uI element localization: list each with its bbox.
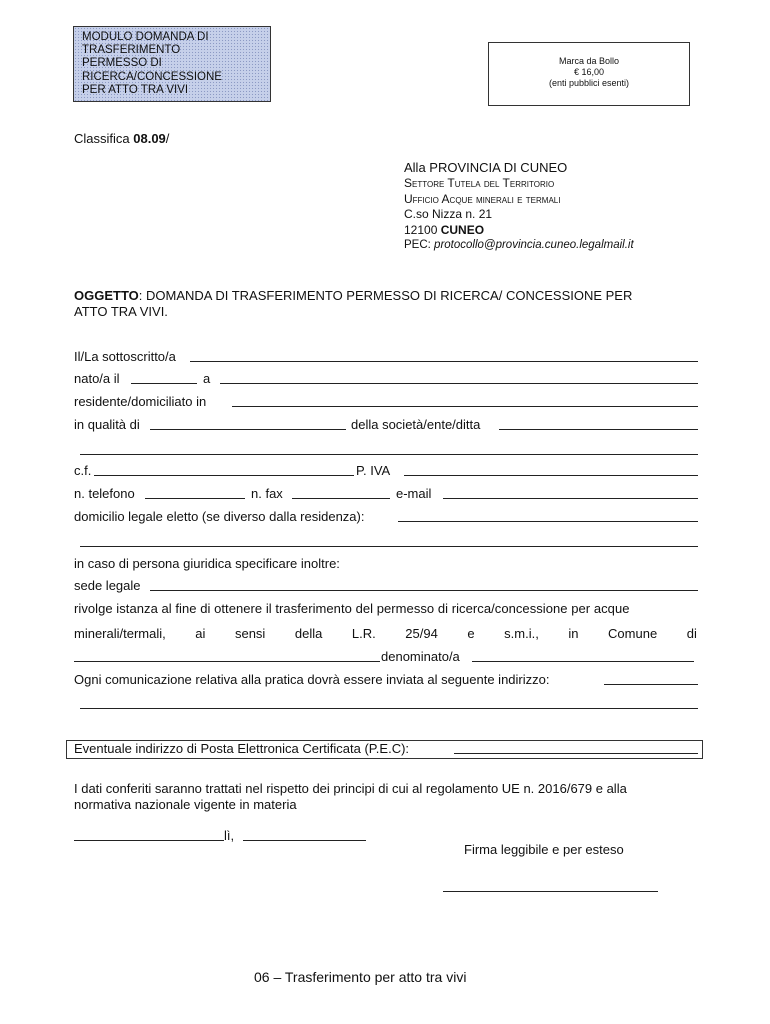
justify-word: in — [568, 626, 579, 641]
birth-place-field[interactable] — [220, 383, 698, 384]
recipient-cap: 12100 — [404, 222, 441, 237]
stamp-exemption: (enti pubblici esenti) — [548, 78, 630, 88]
justify-word: di — [686, 626, 697, 641]
form-title-line: TRASFERIMENTO — [82, 44, 181, 57]
justify-word: 25/94 — [405, 626, 438, 641]
persona-giuridica-label: in caso di persona giuridica specificare inoltre: — [74, 556, 340, 571]
subject-line-1 — [74, 288, 632, 304]
justify-word: e — [467, 626, 475, 641]
birth-place-label: a — [203, 371, 211, 386]
address-field-continued[interactable] — [80, 708, 698, 709]
qualita-label: in qualità di — [74, 417, 140, 432]
place-field[interactable] — [74, 840, 224, 841]
justify-word: sensi — [234, 626, 266, 641]
recipient-pec-value: protocollo@provincia.cuneo.legalmail.it — [434, 239, 634, 251]
subject-label: OGGETTO — [74, 288, 139, 303]
email-field[interactable] — [443, 498, 698, 499]
domicile-field-continued[interactable] — [80, 546, 698, 547]
privacy-line-1: I dati conferiti saranno trattati nel rispetto dei principi di cui al regolamento UE n. 2016/679 e alla — [74, 781, 627, 796]
subject — [74, 288, 632, 320]
email-label: e-mail — [396, 486, 432, 501]
domicile-field[interactable] — [398, 521, 698, 522]
recipient-address — [404, 160, 634, 254]
date-field[interactable] — [243, 840, 366, 841]
comunicazione-label: Ogni comunicazione relativa alla pratica dovrà essere inviata al seguente indirizzo: — [74, 672, 550, 687]
form-title-line: PER ATTO TRA VIVI — [82, 83, 189, 96]
form-title-line: MODULO DOMANDA DI — [82, 31, 209, 43]
page-footer: 06 – Trasferimento per atto tra vivi — [254, 969, 467, 985]
signature-field[interactable] — [443, 891, 658, 892]
recipient-pec-label: PEC: — [404, 239, 435, 251]
sede-legale-label: sede legale — [74, 578, 141, 593]
denomination-field[interactable] — [472, 661, 694, 662]
residence-field[interactable] — [232, 406, 698, 407]
recipient-city: CUNEO — [440, 222, 485, 237]
privacy-line-2: normativa nazionale vigente in materia — [74, 797, 297, 812]
form-title-line: RICERCA/CONCESSIONE — [82, 70, 222, 83]
address-field[interactable] — [604, 684, 698, 685]
pec-box-label: Eventuale indirizzo di Posta Elettronica Certificata (P.E.C): — [74, 741, 410, 756]
fax-label: n. fax — [251, 486, 283, 501]
justify-word: s.m.i., — [504, 626, 539, 641]
rivolge-text: rivolge istanza al fine di ottenere il trasferimento del permesso di ricerca/concessione per acque — [74, 601, 630, 616]
denominato-label: denominato/a — [381, 649, 460, 664]
company-field-continued[interactable] — [80, 454, 698, 455]
residente-label: residente/domiciliato in — [74, 394, 207, 409]
subject-line-2: ATTO TRA VIVI. — [74, 304, 168, 319]
pec-field[interactable] — [454, 753, 698, 754]
classifica-value: 08.09 — [133, 131, 166, 146]
domicilio-label: domicilio legale eletto (se diverso dalla residenza): — [74, 509, 365, 524]
recipient-city-line — [404, 223, 634, 239]
classifica-suffix: / — [165, 131, 170, 146]
phone-field[interactable] — [145, 498, 245, 499]
recipient-sector: Settore Tutela del Territorio — [404, 176, 555, 190]
role-field[interactable] — [150, 429, 346, 430]
fax-field[interactable] — [292, 498, 390, 499]
stamp-amount: € 16,00 — [573, 67, 605, 77]
classifica — [74, 131, 169, 146]
subject-text: : DOMANDA DI TRASFERIMENTO PERMESSO DI RICERCA/ CONCESSIONE PER — [138, 288, 633, 303]
form-title-box — [73, 26, 271, 102]
societa-label: della società/ente/ditta — [351, 417, 481, 432]
company-field[interactable] — [499, 429, 698, 430]
place-date-label: lì, — [224, 828, 235, 843]
justify-word: ai — [195, 626, 206, 641]
phone-label: n. telefono — [74, 486, 135, 501]
birth-date-field[interactable] — [131, 383, 197, 384]
rivolge-text-continued — [74, 626, 697, 641]
fiscal-code-field[interactable] — [94, 475, 354, 476]
justify-word: minerali/termali, — [74, 626, 166, 641]
recipient-province: Alla PROVINCIA DI CUNEO — [404, 160, 568, 175]
stamp-label: Marca da Bollo — [558, 56, 620, 66]
nato-label: nato/a il — [74, 371, 120, 386]
cf-label: c.f. — [74, 463, 92, 478]
justify-word: della — [294, 626, 323, 641]
form-title-line: PERMESSO DI — [82, 57, 162, 70]
revenue-stamp-box — [488, 42, 690, 106]
vat-field[interactable] — [404, 475, 698, 476]
recipient-pec — [404, 238, 634, 254]
justify-word: Comune — [608, 626, 658, 641]
recipient-street: C.so Nizza n. 21 — [404, 207, 493, 221]
sottoscritto-field[interactable] — [190, 361, 698, 362]
privacy-notice — [74, 781, 627, 813]
classifica-label: Classifica — [74, 131, 134, 146]
justify-word: L.R. — [351, 626, 376, 641]
sottoscritto-label: Il/La sottoscritto/a — [74, 349, 176, 364]
registered-office-field[interactable] — [150, 590, 698, 591]
signature-label: Firma leggibile e per esteso — [464, 842, 624, 857]
municipality-field[interactable] — [74, 661, 380, 662]
piva-label: P. IVA — [356, 463, 391, 478]
recipient-office: Ufficio Acque minerali e termali — [404, 191, 561, 206]
